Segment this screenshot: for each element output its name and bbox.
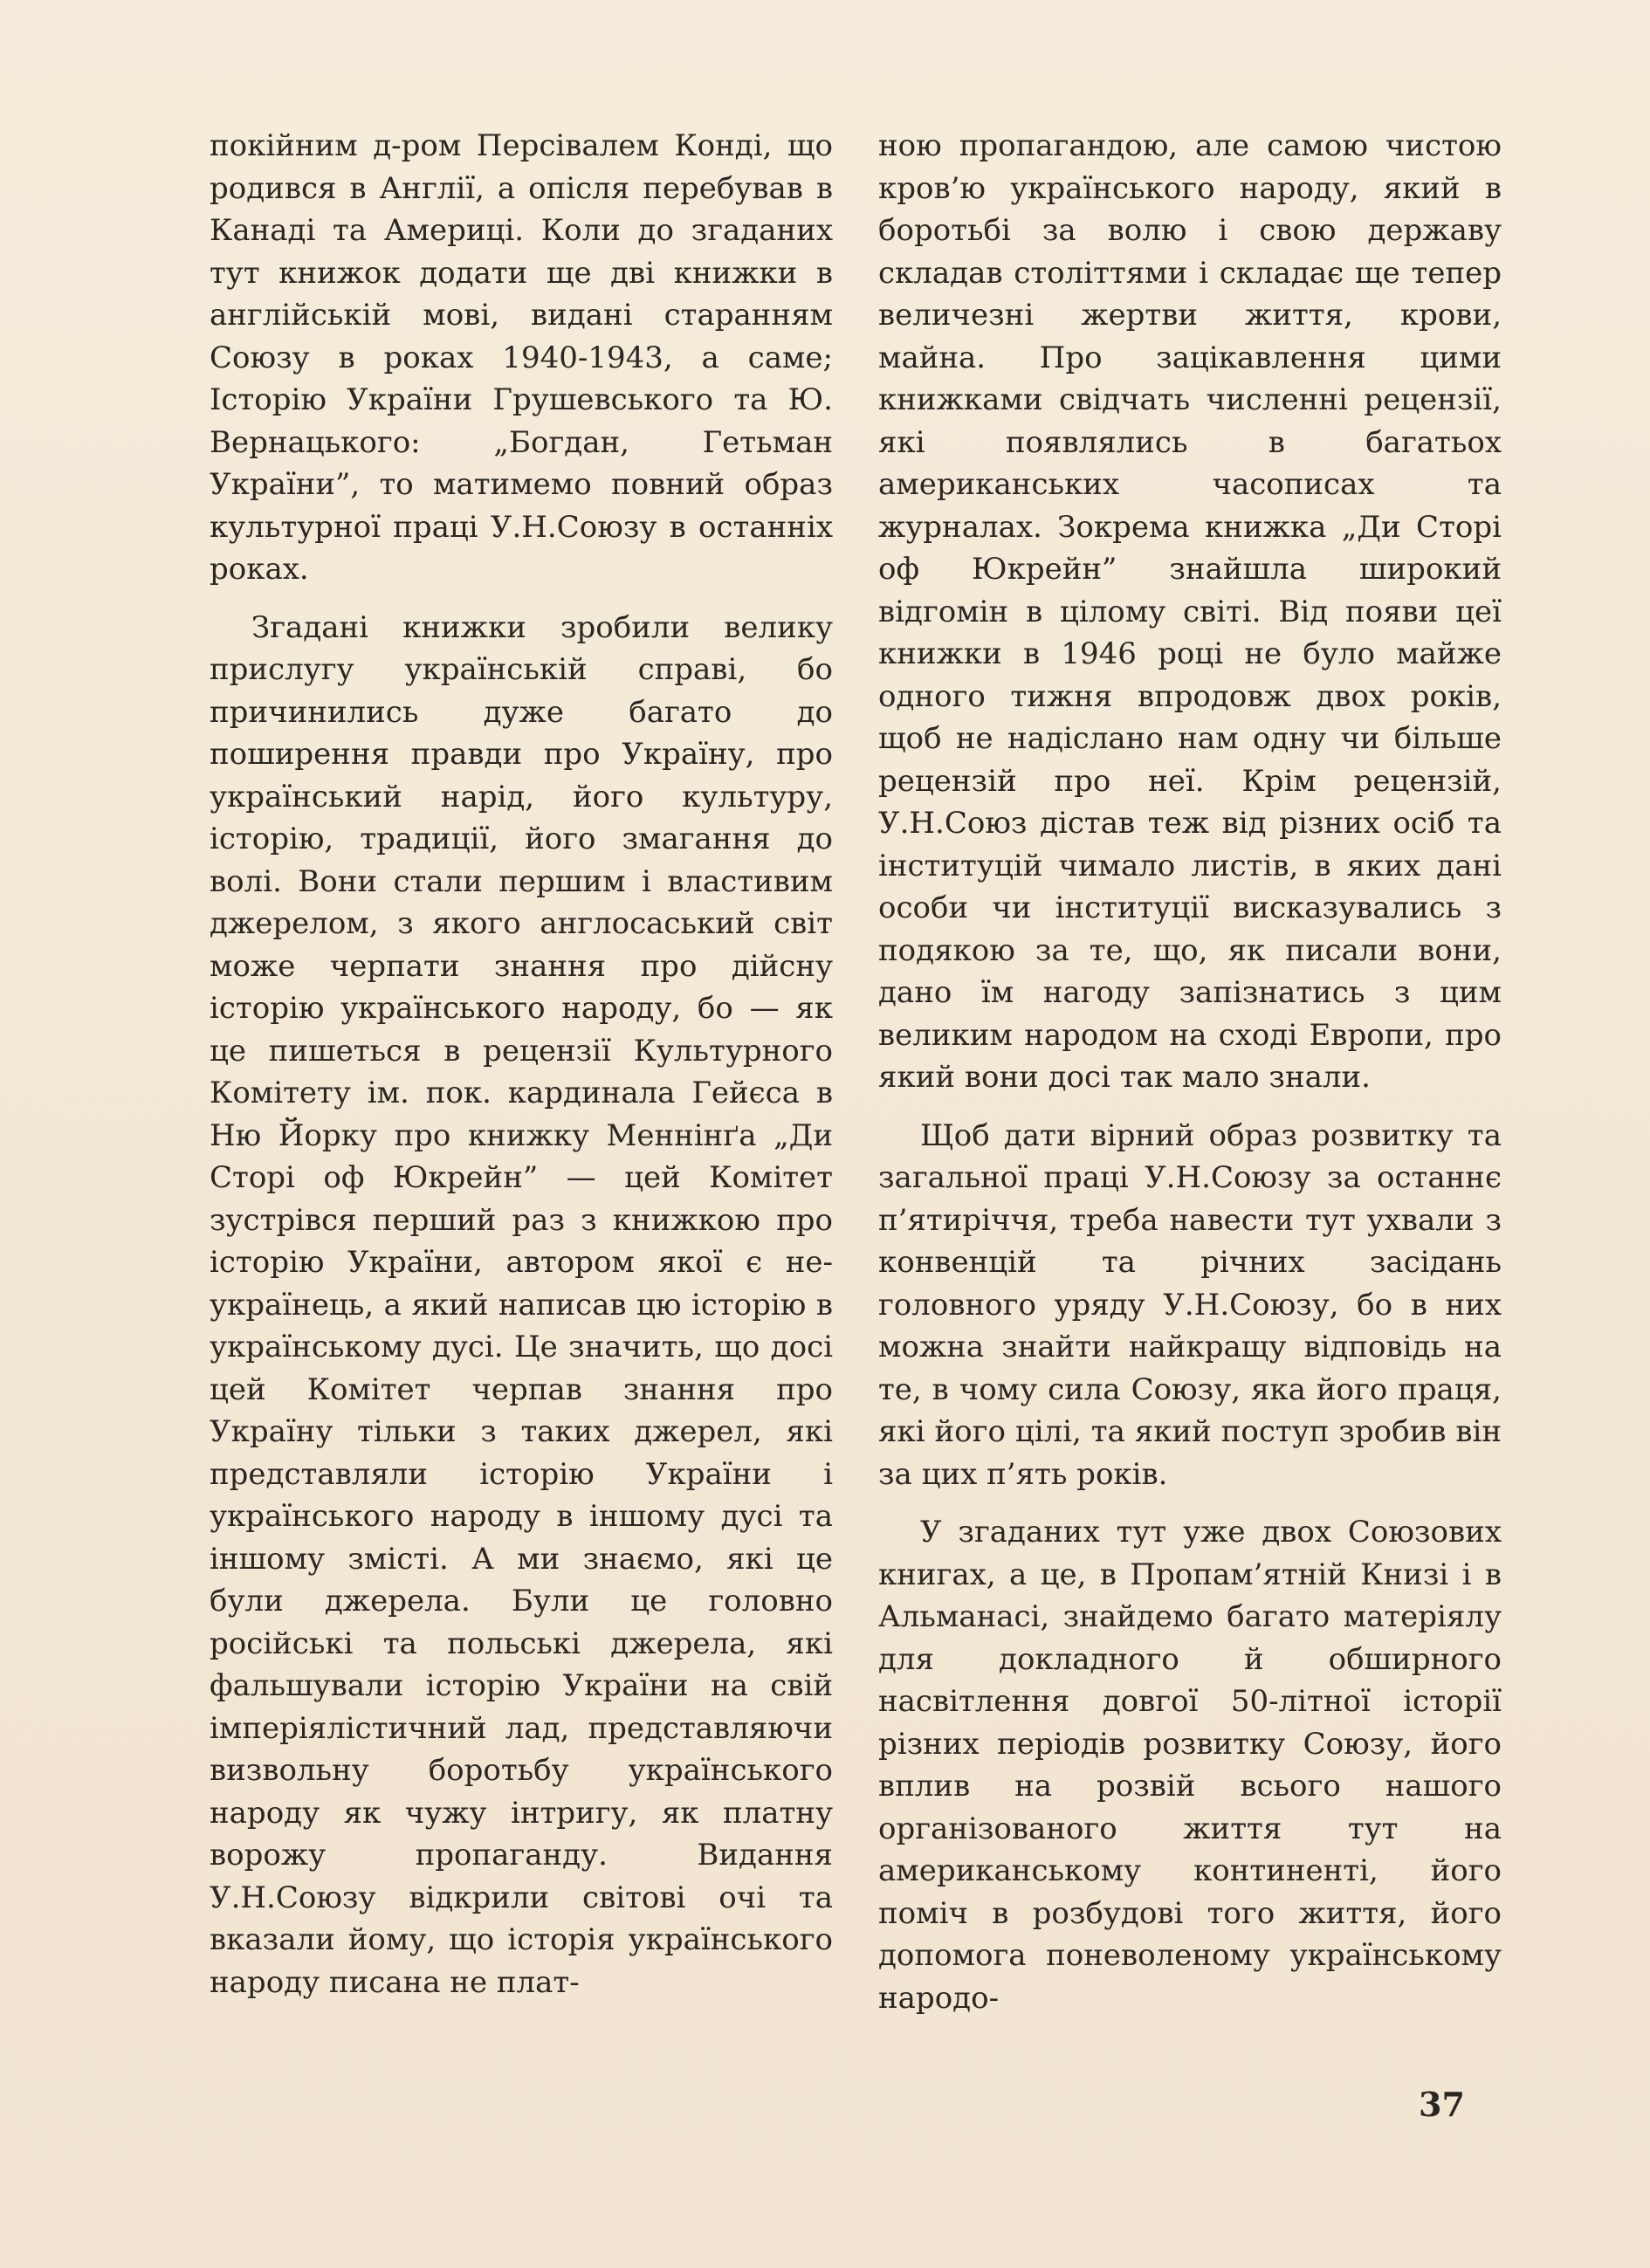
paragraph: Згадані книжки зробили велику прислугу українській справі, бо причинились дуже багато до поширення правди про Україну, про український нарід, його культуру, історію, традиції, його змагання до волі. Вони стали першим і властивим джерелом, з якого англосаський світ може черпати знання про дійсну історію українського народу, бо — як це пишеться в рецензії Культурного Комітету ім. пок. кардинала Гейєса в Ню Йорку про книжку Меннінґа „Ди Сторі оф Юкрейн” — цей Комітет зустрівся перший раз з книжкою про історію України, автором якої є не-українець, а який написав цю історію в українському дусі. Це значить, що досі цей Комітет черпав знання про Україну тільки з таких джерел, які представляли історію України і українського народу в іншому дусі та іншому змісті. А ми знаємо, які це були джерела. Були це головно російські та польські джерела, які фальшували історію України на свій імперіялістичний лад, представляючи визвольну боротьбу українського народу як чужу інтригу, як платну ворожу пропаганду. Видання У.Н.Союзу відкрили світові очі та вказали йому, що історія українського народу писана не плат- — [210, 609, 833, 2000]
page-number: 37 — [1419, 2085, 1465, 2124]
right-text-column — [878, 125, 1502, 2019]
paragraph: ною пропагандою, але самою чистою кров’ю українського народу, який в боротьбі за волю і свою державу складав століттями і складає ще тепер величезні жертви життя, крови, майна. Про зацікавлення цими книжками свідчать численні рецензії, які появлялись в багатьох американських часописах та журналах. Зокрема книжка „Ди Сторі оф Юкрейн” знайшла широкий відгомін в цілому світі. Від появи цеї книжки в 1946 році не було майже одного тижня впродовж двох років, щоб не надіслано нам одну чи більше рецензій про неї. Крім рецензій, У.Н.Союз дістав теж від різних осіб та інституцій чимало листів, в яких дані особи чи інституції висказувались з подякою за те, що, як писали вони, дано їм нагоду запізнатись з цим великим народом на сході Европи, про який вони досі так мало знали. — [878, 128, 1502, 1095]
left-text-column — [210, 125, 833, 2003]
paragraph: покійним д-ром Персівалем Конді, що родився в Англії, а опісля перебував в Канаді та Америці. Коли до згаданих тут книжок додати ще дві книжки в англійській мові, видані старанням Союзу в роках 1940-1943, а саме; Історію України Грушевського та Ю. Вернацького: „Богдан, Гетьман України”, то матимемо повний образ культурної праці У.Н.Союзу в останніх роках. — [210, 128, 833, 587]
paragraph: У згаданих тут уже двох Союзових книгах, а це, в Пропам’ятній Книзі і в Альманасі, знайдемо багато матеріялу для докладного й обширного насвітлення довгої 50-літної історії різних періодів розвитку Союзу, його вплив на розвій всього нашого організованого життя тут на американському континенті, його поміч в розбудові того життя, його допомога поневоленому українському народо- — [878, 1515, 1502, 2016]
paragraph: Щоб дати вірний образ розвитку та загальної праці У.Н.Союзу за останнє п’ятиріччя, треба навести тут ухвали з конвенцій та річних засідань головного уряду У.Н.Союзу, бо в них можна знайти найкращу відповідь на те, в чому сила Союзу, яка його праця, які його цілі, та який поступ зробив він за цих п’ять років. — [878, 1117, 1502, 1492]
